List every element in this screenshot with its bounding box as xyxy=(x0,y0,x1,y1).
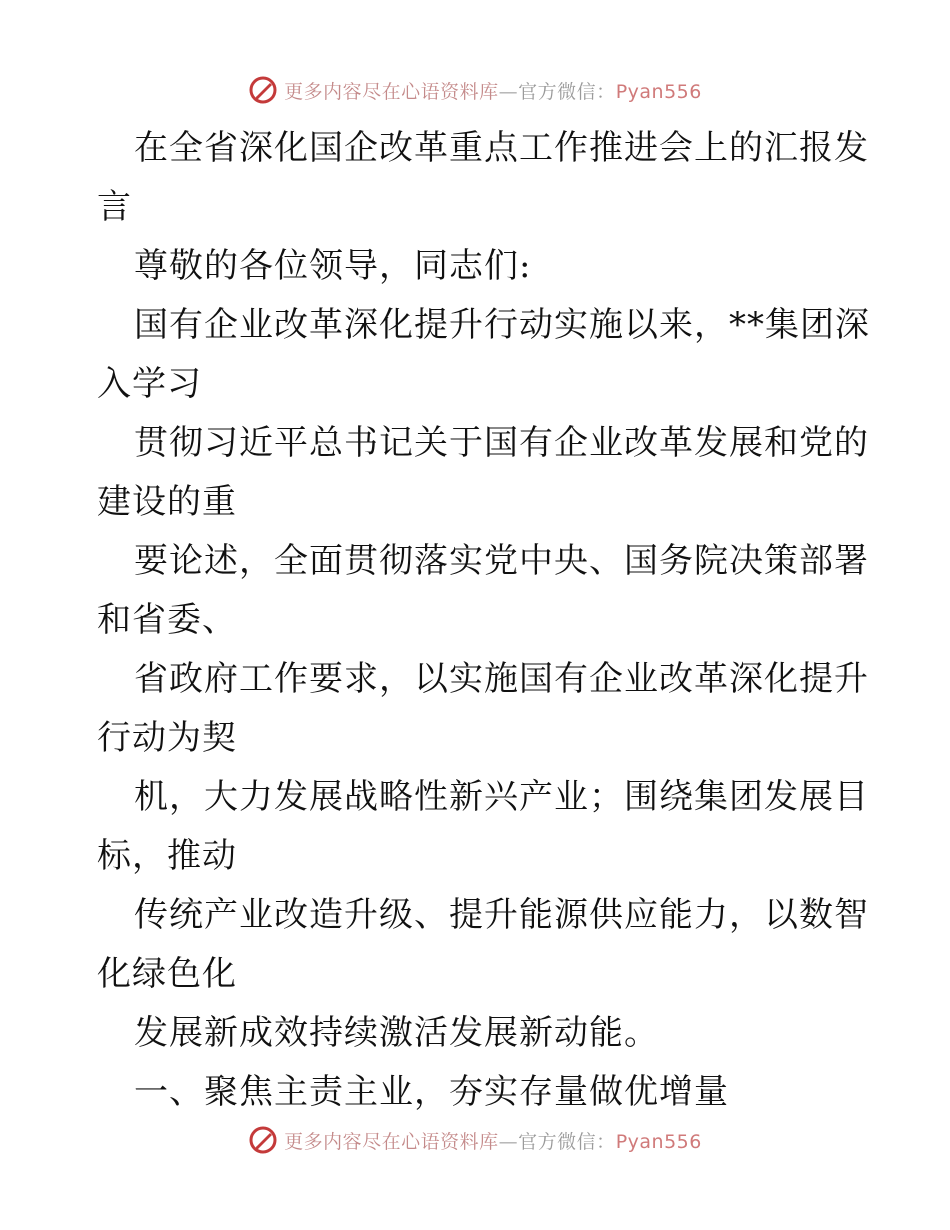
watermark-wechat-label: 官方微信： xyxy=(518,80,616,103)
quill-pen-circle-icon xyxy=(248,75,278,105)
title-line-1: 在全省深化国企改革重点工作推进会上的汇报发 xyxy=(134,128,869,168)
paragraph-line: 传统产业改造升级、提升能源供应能力，以数智 xyxy=(134,895,869,935)
section-heading: 一、聚焦主责主业，夯实存量做优增量 xyxy=(134,1072,729,1112)
paragraph-line: 和省委、 xyxy=(97,600,237,640)
watermark-dash: — xyxy=(498,1130,519,1153)
paragraph-line: 入学习 xyxy=(97,364,202,404)
paragraph-line: 标，推动 xyxy=(97,836,237,876)
paragraph-line: 国有企业改革深化提升行动实施以来，**集团深 xyxy=(134,305,870,345)
paragraph-line: 机，大力发展战略性新兴产业；围绕集团发展目 xyxy=(134,777,869,817)
quill-pen-circle-icon xyxy=(248,1125,278,1155)
paragraph-line: 化绿色化 xyxy=(97,954,237,994)
watermark-text xyxy=(284,1127,702,1154)
watermark-main: 更多内容尽在心语资料库 xyxy=(284,80,499,103)
paragraph-line: 行动为契 xyxy=(97,718,237,758)
watermark-main: 更多内容尽在心语资料库 xyxy=(284,1130,499,1153)
watermark-dash: — xyxy=(498,80,519,103)
salutation: 尊敬的各位领导，同志们: xyxy=(134,246,532,286)
paragraph-line: 要论述，全面贯彻落实党中央、国务院决策部署 xyxy=(134,541,869,581)
paragraph-line: 贯彻习近平总书记关于国有企业改革发展和党的 xyxy=(134,423,869,463)
footer-watermark xyxy=(0,1120,950,1160)
watermark-text xyxy=(284,77,702,104)
paragraph-line: 发展新成效持续激活发展新动能。 xyxy=(134,1013,659,1053)
header-watermark xyxy=(0,70,950,110)
title-line-2: 言 xyxy=(97,187,132,227)
watermark-wechat-id: Pyan556 xyxy=(615,80,702,103)
watermark-wechat-label: 官方微信： xyxy=(518,1130,616,1153)
paragraph-line: 省政府工作要求，以实施国有企业改革深化提升 xyxy=(134,659,869,699)
paragraph-line: 建设的重 xyxy=(97,482,237,522)
watermark-wechat-id: Pyan556 xyxy=(615,1130,702,1153)
